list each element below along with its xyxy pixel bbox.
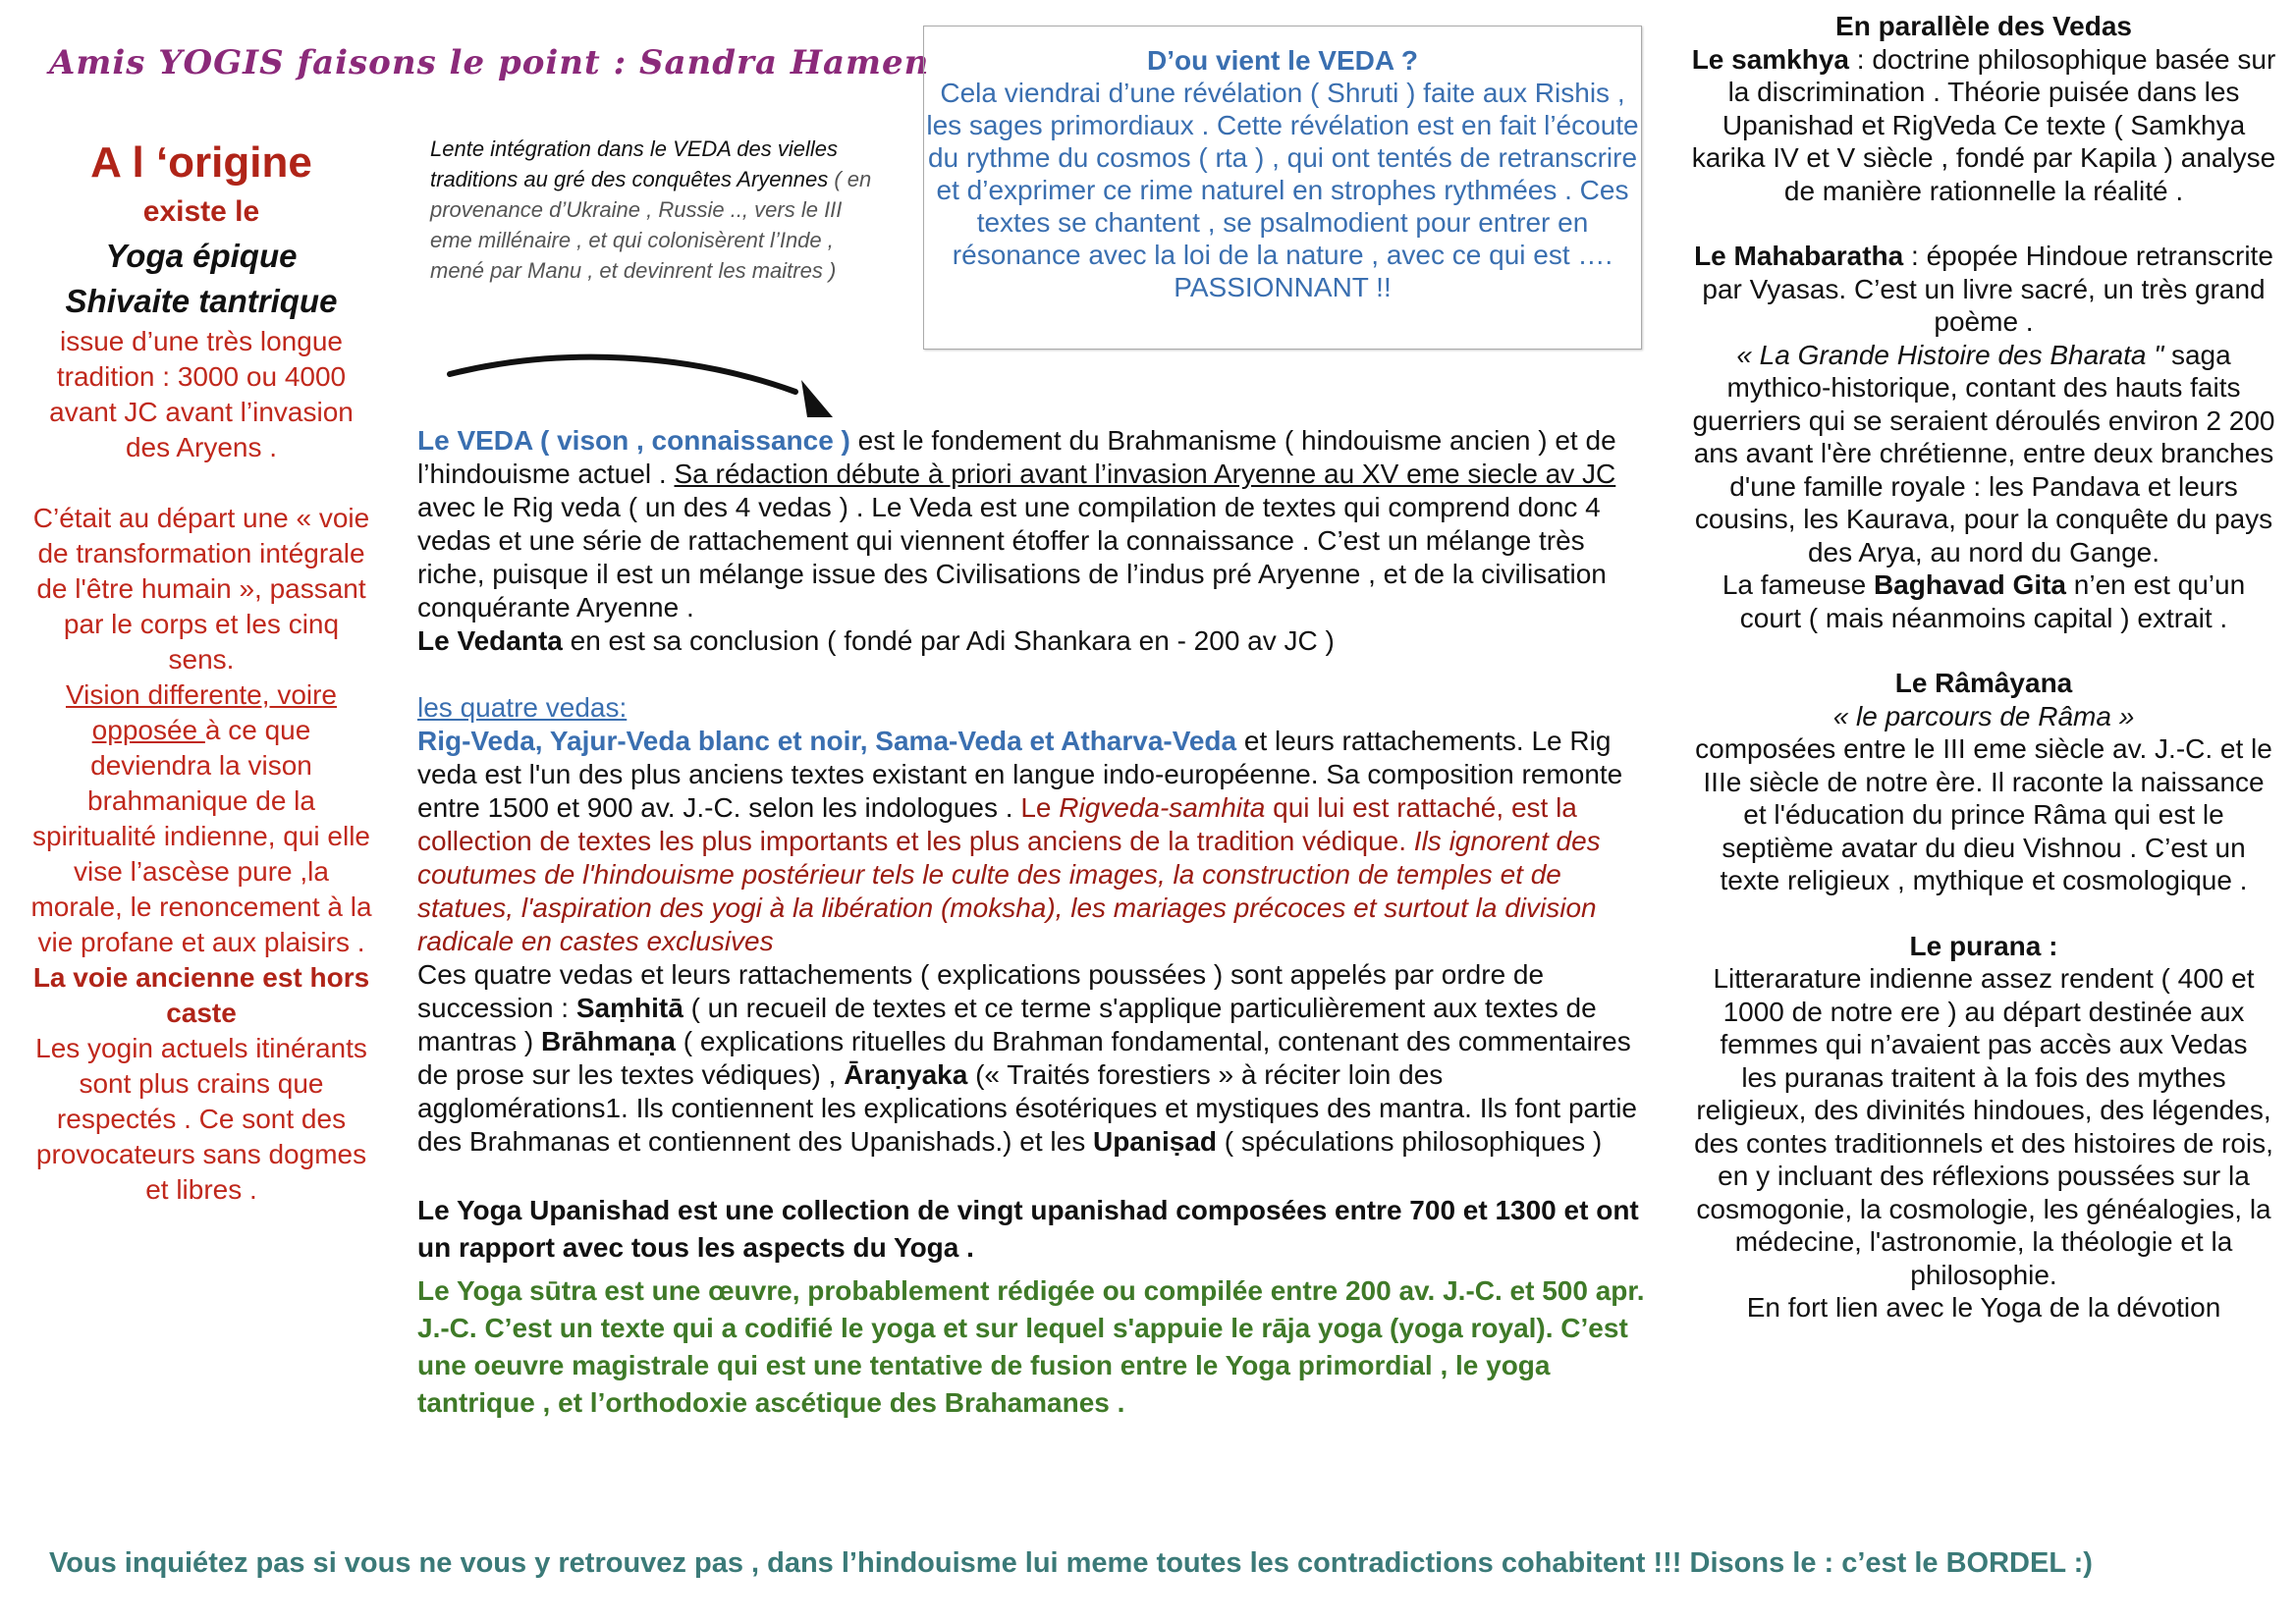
ramayana-text: composées entre le III eme siècle av. J.-C. et le IIIe siècle de notre ère. Il raconte la naissance et l'éducation du prince Râma qui est le septième avatar du dieu Vishnou . C’est un texte religieux , mythique et cosmologique . — [1695, 733, 2272, 895]
succession-text-2: ( un recueil de textes et ce terme s'applique particulièrement aux textes de mantras ) — [417, 993, 1597, 1056]
spacer — [417, 658, 1645, 691]
samhita-text: qui lui est rattaché, est la collection de textes les plus importants et les plus anciens de la tradition védique. — [417, 792, 1577, 856]
gita-prefix: La fameuse — [1722, 569, 1874, 600]
left-yoga-epique: Yoga épique — [105, 238, 298, 274]
ramayana-heading: Le Râmâyana — [1894, 668, 2073, 698]
integration-note — [430, 134, 872, 286]
yoga-upanishad-paragraph: Le Yoga Upanishad est une collection de vingt upanishad composées entre 700 et 1300 et ont un rapport avec tous les aspects du Yoga . — [417, 1195, 1639, 1263]
samkhya-paragraph — [1689, 43, 2278, 208]
veda-paragraph — [417, 424, 1645, 624]
purana-text-1: Litterarature indienne assez rendent ( 400 et 1000 de notre ere ) au départ destinée aux femmes qui n’avaient pas accès aux Vedas — [1713, 963, 2255, 1059]
left-tradition: issue d’une très longue tradition : 3000 ou 4000 avant JC avant l’invasion des Aryens . — [49, 326, 354, 462]
mahabaratha-paragraph — [1689, 240, 2278, 339]
vedanta-paragraph — [417, 624, 1645, 658]
succession-text-3: ( explications rituelles du Brahman fondamental, contenant des commentaires de prose sur les textes védiques) , — [417, 1026, 1631, 1090]
samhita-term: Rigveda-samhita — [1059, 792, 1266, 823]
vedanta-text: en est sa conclusion ( fondé par Adi Shankara en - 200 av JC ) — [562, 625, 1335, 656]
note-main: Lente intégration dans le VEDA des vielles traditions au gré des conquêtes Aryennes — [430, 136, 838, 191]
veda-underlined: Sa rédaction débute à priori avant l’invasion Aryenne au XV eme siecle av JC — [674, 459, 1616, 489]
left-vision — [29, 677, 373, 960]
left-title: A l ‘origine — [90, 138, 312, 187]
vedanta-term: Le Vedanta — [417, 625, 563, 656]
bharata-text: saga mythico-historique, contant des hauts faits guerriers qui se seraient déroulés environ 2 200 ans avant l'ère chrétienne, entre deux branches d'une famille royale : les Pandava et leurs cousins, les Kaurava, pour la conquête du pays des Arya, au nord du Gange. — [1692, 339, 2275, 568]
gita-paragraph — [1689, 568, 2278, 634]
veda-text-2: avec le Rig veda ( un des 4 vedas ) . Le Veda est une compilation de textes qui comprend donc 4 vedas et une série de rattachement qui viennent étoffer la connaissance . C’est un mélange très riche, puisque il est un mélange issue des Civilisations de l’indus pré Aryenne , et de la civilisation conquérante Aryenne . — [417, 492, 1607, 622]
succession-text-5: ( spéculations philosophiques ) — [1217, 1126, 1603, 1157]
right-heading: En parallèle des Vedas — [1835, 11, 2132, 41]
succession-text-1: Ces quatre vedas et leurs rattachements ( explications poussées ) sont appelés par ordre de succession : — [417, 959, 1545, 1023]
left-transformation: C’était au départ une « voie de transformation intégrale de l'être humain », passant par le corps et les cinq sens. — [32, 503, 370, 675]
bharata-paragraph — [1689, 339, 2278, 569]
veda-box-text: Cela viendrai d’une révélation ( Shruti ) faite aux Rishis , les sages primordiaux . Cette révélation est en fait l’écoute du rythme du cosmos ( rta ) , qui ont tentés de retranscrire et d’exprimer ce rime naturel en strophes rythmées . Ces textes se chantent , se psalmodient pour entrer en résonance avec la loi de la nature , avec ce qui est …. PASSIONNANT !! — [926, 78, 1639, 302]
samkhya-text: : doctrine philosophique basée sur la discrimination . Théorie puisée dans les Upanishad et RigVeda Ce texte ( Samkhya karika IV et V siècle , fondé par Kapila ) analyse de manière rationnelle la réalité . — [1691, 43, 2276, 206]
samhita-bold: Saṃhitā — [575, 993, 683, 1023]
purana-heading: Le purana : — [1909, 930, 2058, 961]
right-column — [1689, 10, 2278, 1325]
left-subtitle: existe le — [142, 195, 260, 228]
veda-origin-box — [923, 26, 1642, 350]
upanisad-bold: Upaniṣad — [1092, 1126, 1217, 1157]
veda-term: Le VEDA ( vison , connaissance ) — [417, 425, 850, 456]
veda-text-1: est le fondement du Brahmanisme ( hindouisme ancien ) et de l’hindouisme actuel . — [417, 425, 1616, 489]
gita-term: Baghavad Gita — [1873, 569, 2067, 600]
mahabaratha-term: Le Mahabaratha — [1694, 241, 1904, 271]
purana-text-3: En fort lien avec le Yoga de la dévotion — [1746, 1292, 2221, 1323]
note-detail: ( en provenance d’Ukraine , Russie .., vers le III eme millénaire , et qui colonisèrent l’Inde , mené par Manu , et devinrent les maitres ) — [430, 167, 872, 283]
veda-box-title: D’ou vient le VEDA ? — [1147, 45, 1418, 76]
four-vedas-paragraph — [417, 725, 1645, 958]
bharata-title: « La Grande Histoire des Bharata " — [1736, 339, 2164, 370]
ramayana-subtitle: « le parcours de Râma » — [1832, 700, 2135, 731]
curved-arrow-icon — [442, 349, 845, 427]
samhita-prefix: Le — [1020, 792, 1060, 823]
left-yogin: Les yogin actuels itinérants sont plus crains que respectés . Ce sont des provocateurs sans dogmes et libres . — [35, 1033, 367, 1205]
left-voie-ancienne: La voie ancienne est hors caste — [32, 962, 370, 1028]
spacer — [1689, 897, 2278, 930]
footer-note: Vous inquiétez pas si vous ne vous y retrouvez pas , dans l’hindouisme lui meme toutes les contradictions cohabitent !!! Disons le : c’est le BORDEL :) — [49, 1547, 2093, 1579]
succession-paragraph — [417, 958, 1645, 1159]
left-vision-text: à ce que deviendra la vison brahmanique de la spiritualité indienne, qui elle vise l’ascèse pure ,la morale, le renoncement à la vie profane et aux plaisirs . — [30, 715, 372, 957]
four-vedas-text: et leurs rattachements. Le Rig veda est l'un des plus anciens textes existant en langue indo-européenne. Sa composition remonte entre 1500 et 900 av. J.-C. selon les indologues . — [417, 726, 1623, 823]
samkhya-term: Le samkhya — [1691, 43, 1850, 75]
spacer — [1689, 634, 2278, 667]
mahabaratha-text: : épopée Hindoue retranscrite par Vyasas. C’est un livre sacré, un très grand poème . — [1702, 241, 2273, 337]
yoga-sutra-paragraph: Le Yoga sūtra est une œuvre, probablement rédigée ou compilée entre 200 av. J.-C. et 500 apr. J.-C. C’est un texte qui a codifié le yoga et sur lequel s'appuie le rāja yoga (yoga royal). C’est une oeuvre magistrale qui est une tentative de fusion entre le Yoga primordial , le yoga tantrique , et l’orthodoxie ascétique des Brahamanes . — [417, 1275, 1645, 1418]
succession-text-4: (« Traités forestiers » à réciter loin des agglomérations1. Ils contiennent les explications ésotériques et mystiques des mantra. Ils font partie des Brahmanas et contiennent des Upanishads.) et les — [417, 1059, 1637, 1157]
four-vedas-names: Rig-Veda, Yajur-Veda blanc et noir, Sama-Veda et Atharva-Veda — [417, 726, 1237, 756]
left-vision-underlined: Vision differente, voire opposée — [65, 679, 338, 745]
main-column — [417, 424, 1645, 1422]
aranyaka-bold: Āraṇyaka — [844, 1059, 968, 1090]
spacer — [29, 465, 373, 501]
left-column — [29, 135, 373, 1208]
left-shivaite: Shivaite tantrique — [65, 283, 338, 319]
page-header-title: Amis YOGIS faisons le point : Sandra Hamen — [49, 43, 930, 82]
four-vedas-heading: les quatre vedas: — [417, 692, 628, 723]
spacer — [1689, 207, 2278, 240]
brahmana-bold: Brāhmaṇa — [541, 1026, 676, 1056]
purana-text-2: les puranas traitent à la fois des mythes religieux, des divinités hindoues, des légendes, des contes traditionnels et des histoires de rois, en y incluant des réflexions poussées sur la cosmogonie, la cosmologie, les généalogies, la médecine, l'astronomie, la théologie et la philosophie. — [1694, 1061, 2273, 1290]
spacer — [417, 1159, 1645, 1192]
gita-text: n’en est qu’un court ( mais néanmoins capital ) extrait . — [1739, 569, 2246, 633]
samhita-italic: Ils ignorent des coutumes de l'hindouisme postérieur tels le culte des images, la construction de temples et de statues, l'aspiration des yogi à la libération (moksha), les mariages précoces et surtout la division radicale en castes exclusives — [417, 826, 1601, 956]
